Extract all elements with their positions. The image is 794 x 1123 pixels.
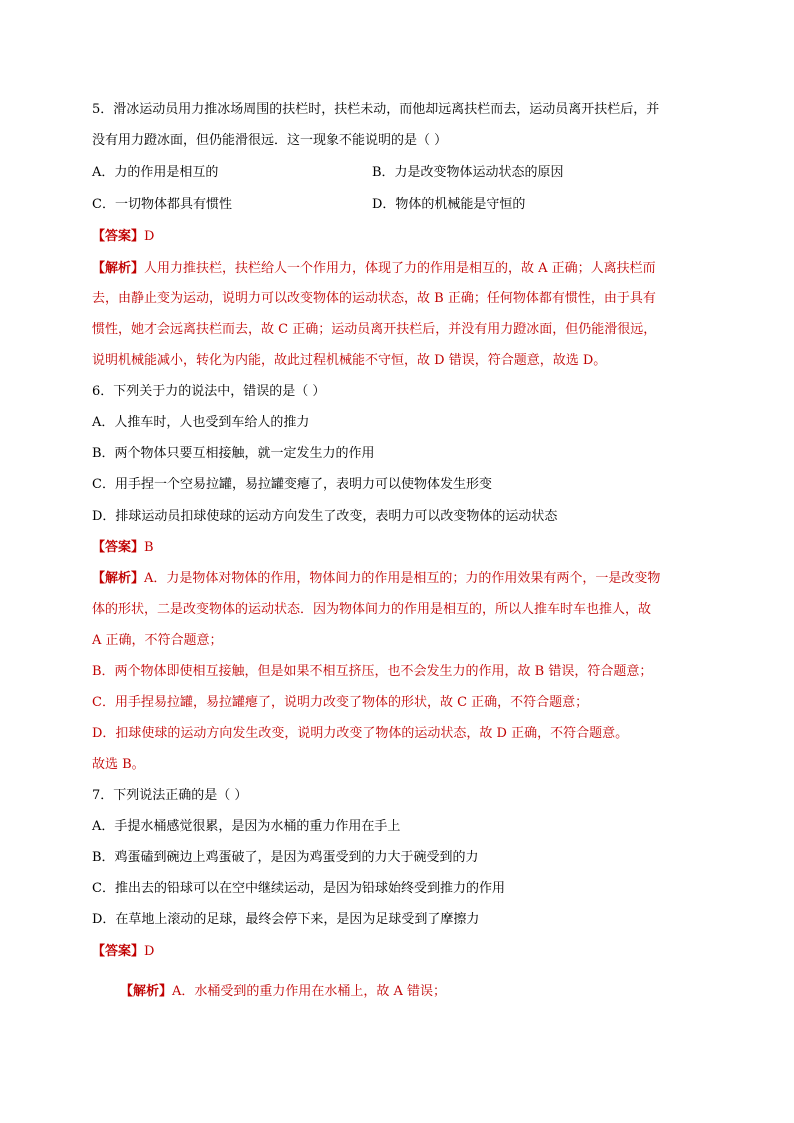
q6-option-b: B．两个物体只要互相接触，就一定发生力的作用 [92, 446, 375, 461]
q7-option-c: C．推出去的铅球可以在空中继续运动，是因为铅球始终受到推力的作用 [92, 881, 505, 896]
q7-analysis-label: 【解析】 [120, 984, 173, 999]
q5-option-c: C．一切物体都具有惯性 [92, 197, 232, 212]
q7-option-b: B．鸡蛋磕到碗边上鸡蛋破了，是因为鸡蛋受到的力大于碗受到的力 [92, 850, 479, 865]
q6-conclusion: 故选 B。 [92, 757, 145, 772]
q7-analysis-text-1: A．水桶受到的重力作用在水桶上，故 A 错误； [172, 984, 447, 999]
q6-analysis-line-5: C．用手捏易拉罐，易拉罐瘪了，说明力改变了物体的形状，故 C 正确，不符合题意； [92, 695, 589, 710]
q5-analysis-line-1 [92, 259, 712, 279]
q5-answer-value: D [144, 229, 155, 244]
q6-analysis-label: 【解析】 [92, 571, 145, 586]
q6-answer-value: B [144, 540, 154, 555]
q7-analysis-line-1 [120, 982, 740, 1002]
q5-option-d: D．物体的机械能是守恒的 [372, 197, 526, 212]
q7-answer-label: 【答案】 [92, 944, 145, 959]
q6-option-d: D．排球运动员扣球使球的运动方向发生了改变，表明力可以改变物体的运动状态 [92, 509, 558, 524]
q5-stem-line-1: 5．滑冰运动员用力推冰场周围的扶栏时，扶栏未动，而他却远离扶栏而去，运动员离开扶栏后，并 [92, 102, 660, 117]
q5-analysis-label: 【解析】 [92, 261, 145, 276]
q6-answer-label: 【答案】 [92, 540, 145, 555]
q6-analysis-line-2: 体的形状，二是改变物体的运动状态．因为物体间力的作用是相互的，所以人推车时车也推人，故 [92, 602, 652, 617]
q6-analysis-line-4: B．两个物体即使相互接触，但是如果不相互挤压，也不会发生力的作用，故 B 错误，符合题意； [92, 664, 653, 679]
q6-option-c: C．用手捏一个空易拉罐，易拉罐变瘪了，表明力可以使物体发生形变 [92, 477, 492, 492]
q5-analysis-line-3: 惯性，她才会远离扶栏而去，故 C 正确；运动员离开扶栏后，并没有用力蹬冰面，但仍能滑很远， [92, 322, 657, 337]
q5-analysis-line-2: 去，由静止变为运动，说明力可以改变物体的运动状态，故 B 正确；任何物体都有惯性，由于具有 [92, 291, 656, 306]
q6-answer [92, 538, 712, 558]
q6-analysis-text-1: A．力是物体对物体的作用，物体间力的作用是相互的；力的作用效果有两个，一是改变物 [144, 571, 661, 586]
q5-options-row-2 [92, 195, 712, 215]
q7-stem: 7．下列说法正确的是（ ） [92, 788, 248, 803]
q5-option-b: B．力是改变物体运动状态的原因 [372, 165, 564, 180]
q7-answer [92, 942, 712, 962]
q5-options-row-1 [92, 163, 712, 183]
q7-option-d: D．在草地上滚动的足球，最终会停下来，是因为足球受到了摩擦力 [92, 912, 480, 927]
q6-analysis-line-1 [92, 569, 712, 589]
q5-answer-label: 【答案】 [92, 229, 145, 244]
q5-option-a: A．力的作用是相互的 [92, 165, 219, 180]
q5-analysis-text-1: 人用力推扶栏，扶栏给人一个作用力，体现了力的作用是相互的，故 A 正确；人离扶栏而 [144, 261, 656, 276]
q7-option-a: A．手提水桶感觉很累，是因为水桶的重力作用在手上 [92, 819, 401, 834]
q6-stem: 6．下列关于力的说法中，错误的是（ ） [92, 384, 326, 399]
q7-answer-value: D [144, 944, 155, 959]
q6-option-a: A．人推车时，人也受到车给人的推力 [92, 415, 310, 430]
q5-analysis-line-4: 说明机械能减小，转化为内能，故此过程机械能不守恒，故 D 错误，符合题意，故选 D。 [92, 353, 607, 368]
q6-analysis-line-6: D．扣球使球的运动方向发生改变，说明力改变了物体的运动状态，故 D 正确，不符合题意。 [92, 726, 629, 741]
q5-stem-line-2: 没有用力蹬冰面，但仍能滑很远．这一现象不能说明的是（ ） [92, 133, 448, 148]
q5-answer [92, 227, 712, 247]
q6-analysis-line-3: A 正确，不符合题意； [92, 633, 223, 648]
